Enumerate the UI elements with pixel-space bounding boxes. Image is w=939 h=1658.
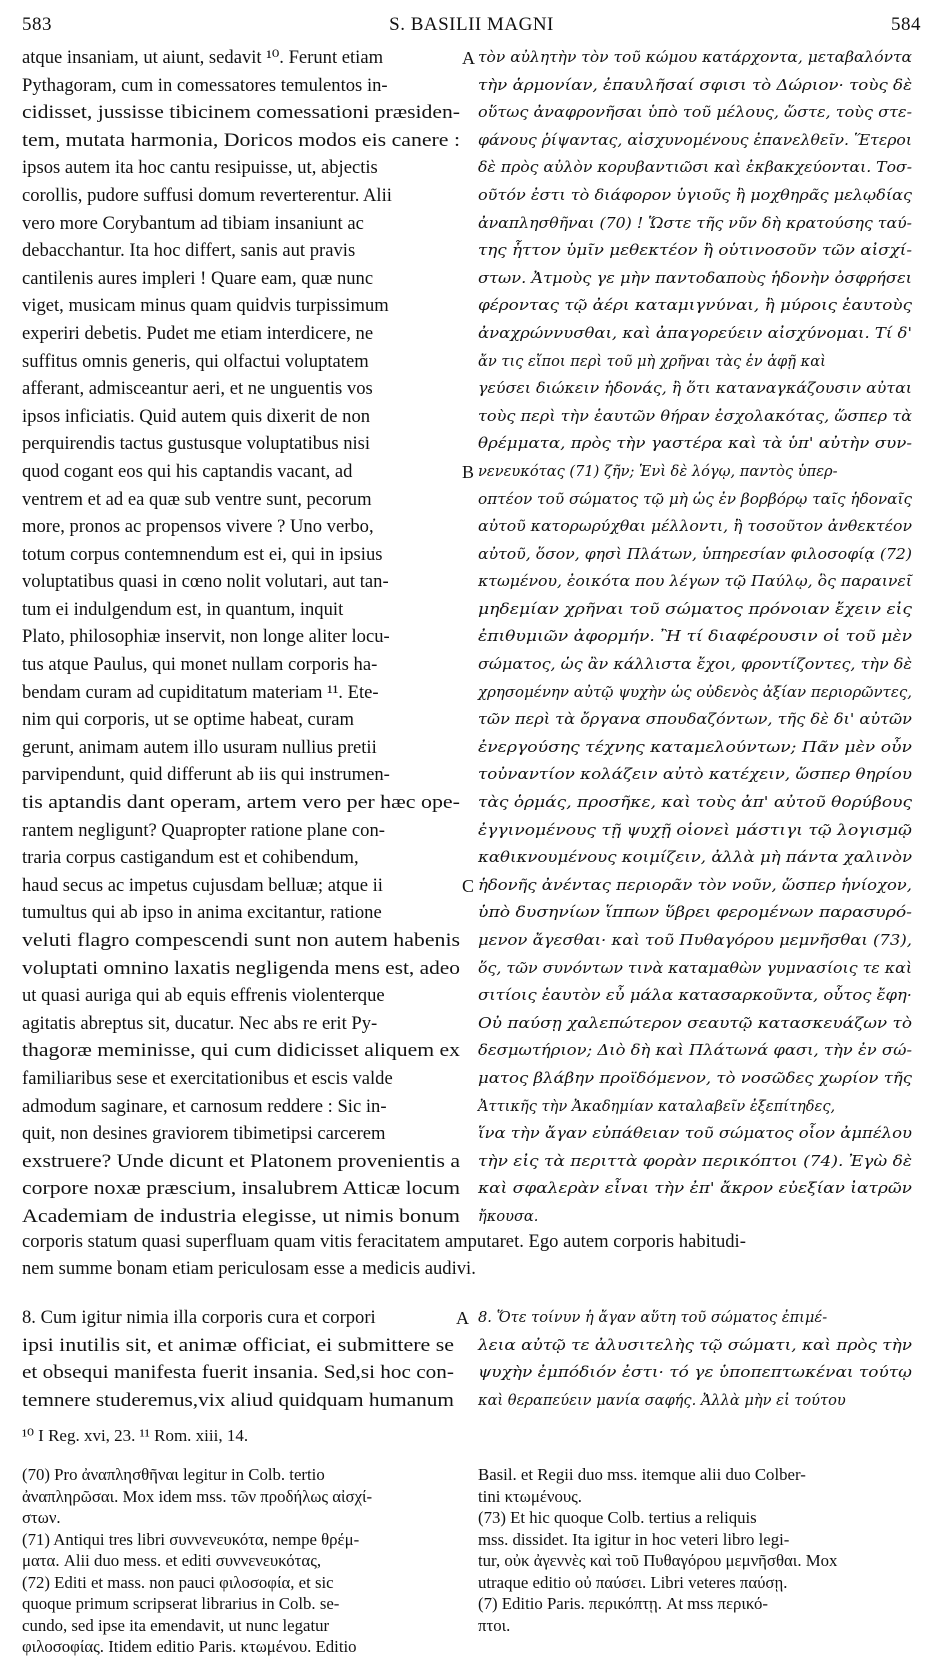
latin-line: tum ei indulgendum est, in quantum, inquit <box>22 598 344 620</box>
section-8-greek-line: ψυχὴν ἐμπόδιόν ἐστι· τό γε ὑποπεπτωκέναι τούτῳ <box>478 1364 912 1382</box>
note-line: Basil. et Regii duo mss. itemque alii duo Colber- <box>478 1465 806 1484</box>
note-line: mss. dissidet. Ita igitur in hoc veteri libro legi- <box>478 1529 790 1549</box>
section-8-latin-line: 8. Cum igitur nimia illa corporis cura et corpori <box>22 1307 376 1328</box>
section-8-latin-line: et obsequi manifesta fuerit insania. Sed,si hoc con- <box>22 1362 454 1384</box>
note-line: tini κτωμένους. <box>478 1486 582 1506</box>
latin-line: debacchantur. Ita hoc differt, sanis aut pravis <box>22 240 356 262</box>
latin-line: ventrem et ad ea quæ sub ventre sunt, pecorum <box>22 488 372 510</box>
note-line: (71) Antiqui tres libri συννενευκότα, nempe θρέμ- <box>22 1529 360 1549</box>
greek-line: ἡδονῆς ἀνέντας περιορᾶν τὸν νοῦν, ὥσπερ ἡνίοχον, <box>478 876 912 894</box>
latin-line: admodum saginare, et carnosum reddere : Sic in- <box>22 1095 387 1117</box>
latin-line: agitatis abreptus sit, ducatur. Nec abs re erit Py- <box>22 1012 378 1034</box>
latin-line: nim qui corporis, ut se optime habeat, curam <box>22 709 355 731</box>
editorial-notes-left <box>22 1464 462 1658</box>
running-header <box>22 14 921 40</box>
latin-line: parvipendunt, quid differunt ab iis qui instrumen- <box>22 764 390 786</box>
greek-text-column <box>478 44 914 1231</box>
greek-line: Οὐ παύσῃ χαλεπώτερον σεαυτῷ κατασκευάζων τὸ <box>478 1014 913 1032</box>
greek-line: τὸν αὐλητὴν τὸν τοῦ κώμου κατάρχοντα, μεταβαλόντα <box>478 49 913 66</box>
greek-line: τῶν περὶ τὰ ὄργανα σπουδαζόντων, τῆς δὲ δι' αὐτῶν <box>478 711 912 729</box>
greek-line: ἐνεργούσης τέχνης καταμελούντων; Πᾶν μὲν οὖν <box>478 738 912 756</box>
latin-line: atque insaniam, ut aiunt, sedavit ¹⁰. Ferunt etiam <box>22 47 384 68</box>
latin-line: voluptati omnino laxatis negligenda mens est, adeo <box>22 957 461 979</box>
section-marker-a: A <box>462 48 475 68</box>
latin-line: gerunt, animam autem illo usuram nullius pretii <box>22 736 377 758</box>
greek-line: ἐγγινομένους τῇ ψυχῇ οἱονεὶ μάστιγι τῷ λογισμῷ <box>478 821 912 839</box>
latin-line: Academiam de industria elegisse, ut nimis bonum <box>22 1205 460 1227</box>
note-line: (73) Et hic quoque Colb. tertius a reliquis <box>478 1508 757 1527</box>
latin-line: tus atque Paulus, qui monet nullam corporis ha- <box>22 654 378 676</box>
latin-line: afferant, admisceantur aeri, et ne unguentis vos <box>22 378 373 400</box>
greek-line: κτωμένου, ἐοικότα που λέγων τῷ Παύλῳ, ὃς παραινεῖ <box>478 573 912 591</box>
running-title: S. BASILII MAGNI <box>389 14 554 35</box>
latin-line: vero more Corybantum ad tibiam insaniunt ac <box>22 212 364 234</box>
greek-line: ματος βλάβην προϊδόμενον, τὸ νοσῶδες χωρίον τῆς <box>478 1069 913 1087</box>
latin-line: tem, mutata harmonia, Doricos modos eis canere : <box>22 129 461 151</box>
greek-line: της ἧττον ὑμῖν μεθεκτέον ἢ οὑτινοσοῦν τῶν αἰσχί- <box>478 242 912 260</box>
greek-line: δεσμωτήριον; Διὸ δὴ καὶ Πλάτωνά φασι, τὴν ἐν σώ- <box>478 1042 913 1060</box>
note-line: ἀναπληρῶσαι. Mox idem mss. τῶν προδήλως αἰσχί- <box>22 1486 373 1506</box>
note-line: (7) Editio Paris. περικόπτῃ. At mss περικό- <box>478 1594 768 1613</box>
note-line: πτοι. <box>478 1615 511 1635</box>
greek-line: δὲ πρὸς αὐλὸν κορυβαντιῶσι καὶ ἐκβακχεύονται. Τοσ- <box>478 159 913 177</box>
greek-line: αὐτοῦ κατορωρύχθαι μέλλοντι, ἢ τοσοῦτον ἀνθεκτέον <box>478 518 912 536</box>
full-width-line: nem summe bonam etiam periculosam esse a medicis audivi. <box>22 1258 476 1279</box>
latin-line: ipsos autem ita hoc cantu resipuisse, ut, abjectis <box>22 157 378 179</box>
section-8-latin-line: ipsi inutilis sit, et animæ officiat, ei submittere se <box>22 1334 455 1356</box>
greek-line: καθικνουμένους κοιμίζειν, ἀλλὰ μὴ πάντα χαλινὸν <box>478 849 913 867</box>
greek-line: οὕτως ἀναφρονῆσαι ὑπὸ τοῦ μέλους, ὥστε, τοὺς στε- <box>478 104 913 122</box>
greek-line: μενον ἄγεσθαι· καὶ τοῦ Πυθαγόρου μεμνῆσθαι (73), <box>478 932 913 949</box>
note-line: ματα. Alii duo mess. et editi συννενευκότας, <box>22 1551 322 1570</box>
page-number-right: 584 <box>891 14 921 35</box>
greek-line: τοὐναντίον κολάζειν αὐτὸ κατέχειν, ὥσπερ θηρίου <box>478 766 912 784</box>
greek-line: ἤκουσα. <box>478 1207 539 1225</box>
greek-line: ἐπιθυμιῶν ἀφορμήν. Ἢ τί διαφέρουσιν οἱ τοῦ μὲν <box>478 628 912 646</box>
latin-line: Pythagoram, cum in comessatores temulentos in- <box>22 74 388 96</box>
latin-line: experiri debetis. Pudet me etiam interdicere, ne <box>22 322 374 344</box>
section-8-greek <box>478 1304 914 1414</box>
latin-line: perquirendis tactus gustusque voluptatibus nisi <box>22 433 371 455</box>
page-number-left: 583 <box>22 14 52 35</box>
latin-line: corpore noxæ præscium, insalubrem Atticæ locum <box>22 1178 460 1200</box>
greek-line: οῦτόν ἐστι τὸ διάφορον ὑγιοῦς ἢ μοχθηρᾶς μελῳδίας <box>478 186 912 204</box>
latin-line: thagoræ meminisse, qui cum didicisset aliquem ex <box>22 1040 460 1062</box>
full-width-text <box>22 1228 912 1282</box>
greek-line: φέροντας τῷ ἀέρι καταμιγνύναι, ἢ μύροις ἑαυτοὺς <box>478 297 912 315</box>
latin-line: cidisset, jussisse tibicinem comessationi præsiden- <box>22 102 461 124</box>
section-marker-b: B <box>462 462 475 482</box>
note-line: quoque primum scripserat librarius in Colb. se- <box>22 1594 340 1613</box>
greek-line: αὐτοῦ, ὅσον, φησὶ Πλάτων, ὑπηρεσίαν φιλοσοφίᾳ (72) <box>478 545 913 563</box>
greek-line: θρέμματα, πρὸς τὴν γαστέρα καὶ τὰ ὑπ' αὐτὴν συν- <box>478 435 913 453</box>
latin-line: totum corpus contemnendum est ei, qui in ipsius <box>22 543 383 565</box>
latin-line: cantilenis aures impleri ! Quare eam, quæ nunc <box>22 267 374 289</box>
greek-line: φάνους ῥίψαντας, αἰσχυνομένους ἐπανελθεῖν. Ἕτεροι <box>478 131 912 149</box>
latin-line: tumultus qui ab ipso in anima excitantur, ratione <box>22 902 382 924</box>
section-8-greek-line: 8. Ὅτε τοίνυν ἡ ἄγαν αὕτη τοῦ σώματος ἐπιμέ- <box>478 1309 828 1326</box>
greek-line: τὴν ἁρμονίαν, ἐπαυλῆσαί σφισι τὸ Δώριον· τοὺς δὲ <box>478 76 913 94</box>
latin-line: corollis, pudore suffusi domum reverterentur. Alii <box>22 184 392 206</box>
latin-text-column <box>22 44 462 1231</box>
greek-line: οπτέον τοῦ σώματος τῷ μὴ ὡς ἐν βορβόρῳ ταῖς ἡδοναῖς <box>478 490 912 508</box>
note-line: φιλοσοφίας. Itidem editio Paris. κτωμένου. Editio <box>22 1637 357 1656</box>
note-line: tur, οὐκ ἀγεννὲς καὶ τοῦ Πυθαγόρου μεμνῆσθαι. Mox <box>478 1551 838 1570</box>
latin-line: viget, musicam minus quam quidvis turpissimum <box>22 295 389 317</box>
greek-line: ἵνα τὴν ἄγαν εὐπάθειαν τοῦ σώματος οἷον ἀμπέλου <box>478 1125 913 1143</box>
note-line: cundo, sed ipse ita emendavit, ut nunc legatur <box>22 1615 330 1635</box>
note-line: utraque editio οὐ παύσει. Libri veteres παύσῃ. <box>478 1572 788 1592</box>
section-8-latin <box>22 1304 462 1414</box>
note-line: (70) Pro ἀναπλησθῆναι legitur in Colb. tertio <box>22 1465 325 1484</box>
latin-line: haud secus ac impetus cujusdam belluæ; atque ii <box>22 874 383 896</box>
greek-line: τοὺς περὶ τὴν ἑαυτῶν θήραν ἐσχολακότας, ὥσπερ τὰ <box>478 407 913 425</box>
greek-line: καὶ σφαλερὰν εἶναι τὴν ἐπ' ἄκρον εὐεξίαν ἰατρῶν <box>478 1180 913 1198</box>
greek-line: νενευκότας (71) ζῆν; Ἑνὶ δὲ λόγῳ, παντὸς ὑπερ- <box>478 462 838 480</box>
latin-line: bendam curam ad cupiditatum materiam ¹¹. Ete- <box>22 681 379 703</box>
greek-line: Ἀττικῆς τὴν Ἀκαδημίαν καταλαβεῖν ἐξεπίτηδες, <box>478 1097 836 1115</box>
latin-line: Plato, philosophiæ inservit, non longe aliter locu- <box>22 626 390 648</box>
latin-line: quit, non desines graviorem tibimetipsi carcerem <box>22 1123 386 1145</box>
greek-line: ὅς, τῶν συνόντων τινὰ καταμαθὼν γυμνασίοις τε καὶ <box>478 959 913 977</box>
latin-line: suffitus omnis generis, qui olfactui voluptatem <box>22 350 369 372</box>
latin-line: traria corpus castigandum est et cohibendum, <box>22 847 359 869</box>
latin-line: voluptatibus quasi in cœno nolit volutari, aut tan- <box>22 571 389 593</box>
section-marker-c: C <box>462 876 475 896</box>
greek-line: μηδεμίαν χρῆναι τοῦ σώματος πρόνοιαν ἔχειν εἰς <box>478 600 913 618</box>
greek-line: ἀναχρώννυσθαι, καὶ ἀπαγορεύειν αἰσχύνομαι. Τί δ' <box>478 324 912 342</box>
greek-line: σιτίοις ἑαυτὸν εὖ μάλα κατασαρκοῦντα, οὗτος ἔφη· <box>478 987 913 1005</box>
latin-line: exstruere? Unde dicunt et Platonem provenientis a <box>22 1150 460 1172</box>
greek-line: ὑπὸ δυσηνίων ἵππων ὕβρει φερομένων παρασυρό- <box>478 904 912 922</box>
latin-line: quod cogant eos qui his captandis vacant, ad <box>22 460 353 482</box>
editorial-notes-right <box>478 1464 914 1636</box>
greek-line: ἀναπλησθῆναι (70) ! Ὥστε τῆς νῦν δὴ κρατούσης ταύ- <box>478 214 913 232</box>
full-width-line: corporis statum quasi superfluam quam vitis feracitatem amputaret. Ego autem corporis habitudi- <box>22 1231 746 1252</box>
latin-line: rantem negligunt? Quapropter ratione plane con- <box>22 819 385 841</box>
greek-line: τὴν εἰς τὰ περιττὰ φορὰν περικόπτοι (74). Ἐγὼ δὲ <box>478 1152 913 1170</box>
section-8-greek-line: λεια αὐτῷ τε ἀλυσιτελὴς τῷ σώματι, καὶ πρὸς τὴν <box>478 1336 912 1354</box>
latin-line: more, pronos ac propensos vivere ? Uno verbo, <box>22 516 374 538</box>
latin-line: ut quasi auriga qui ab equis effrenis violenterque <box>22 985 385 1007</box>
greek-line: χρησομένην αὐτῷ ψυχὴν ὡς οὐδενὸς ἀξίαν περιορῶντες, <box>478 683 913 701</box>
section-8-latin-line: temnere studeremus,vix aliud quidquam humanum <box>22 1389 454 1411</box>
latin-line: tis aptandis dant operam, artem vero per hæc ope- <box>22 792 460 814</box>
greek-line: ἄν τις εἴποι περὶ τοῦ μὴ χρῆναι τὰς ἐν ἁφῇ καὶ <box>478 352 826 370</box>
greek-line: γεύσει διώκειν ἡδονάς, ἢ ὅτι καταναγκάζουσιν αὐται <box>478 380 912 398</box>
note-line: (72) Editi et mass. non pauci φιλοσοφία, et sic <box>22 1572 334 1592</box>
scripture-footnotes: ¹⁰ I Reg. xvi, 23. ¹¹ Rom. xiii, 14. <box>22 1426 249 1445</box>
latin-line: veluti flagro compescendi sunt non autem habenis <box>22 930 461 951</box>
latin-line: familiaribus sese et exercitationibus et escis valde <box>22 1067 393 1089</box>
section-8-greek-line: καὶ θεραπεύειν μανία σαφής. Ἀλλὰ μὴν εἰ τούτου <box>478 1391 846 1409</box>
note-line: στων. <box>22 1508 61 1527</box>
greek-line: στων. Ἀτμοὺς γε μὴν παντοδαποὺς ἡδονὴν ὀσφρήσει <box>478 269 913 287</box>
section-8-marker: A <box>456 1308 469 1328</box>
latin-line: ipsos inficiatis. Quid autem quis dixerit de non <box>22 405 371 427</box>
greek-line: τὰς ὁρμάς, προσῆκε, καὶ τοὺς ἀπ' αὐτοῦ θορύβους <box>478 794 913 812</box>
greek-line: σώματος, ὡς ἂν κάλλιστα ἔχοι, φροντίζοντες, τὴν δὲ <box>478 656 913 674</box>
